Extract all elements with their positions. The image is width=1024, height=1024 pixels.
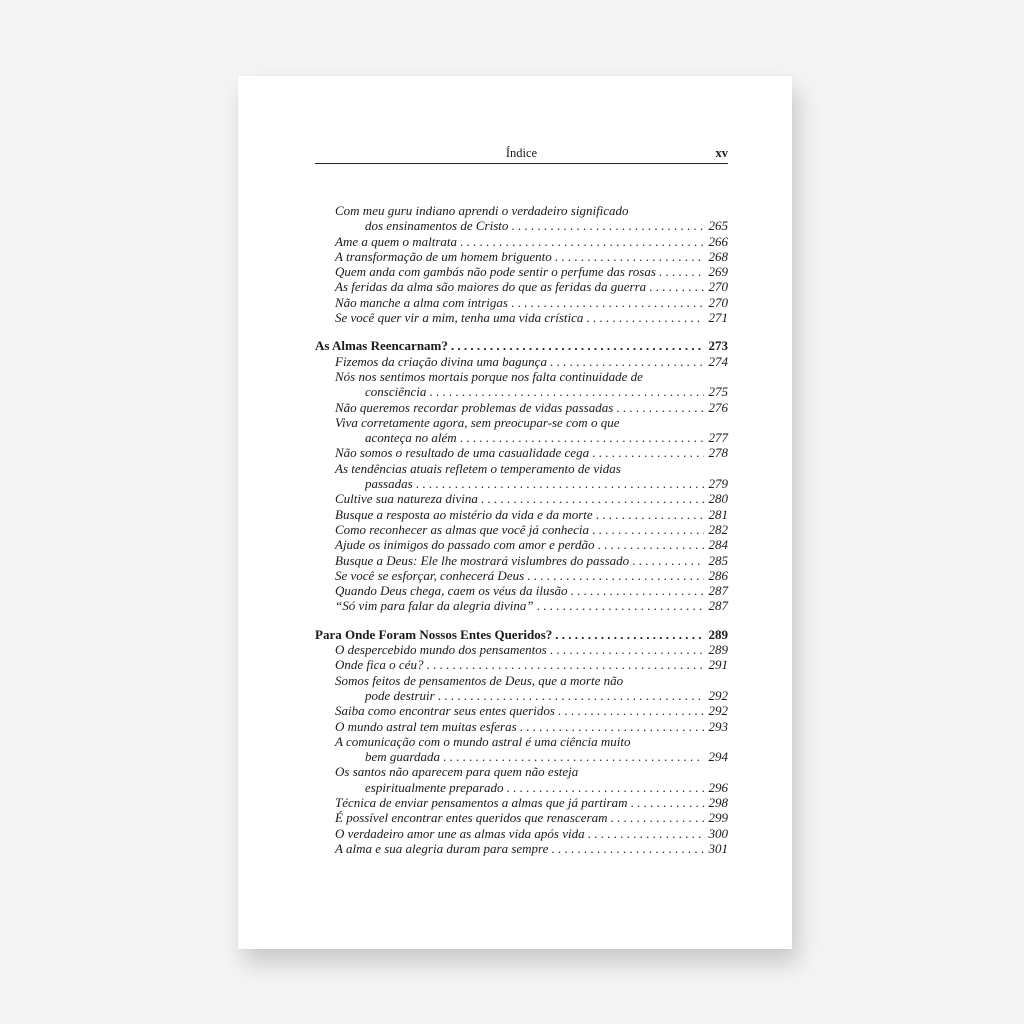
dot-leader: [646, 279, 704, 294]
toc-page-number: 296: [708, 779, 728, 795]
dot-leader: [589, 522, 704, 537]
toc-subentry: [315, 841, 728, 856]
toc-entry-title-line: Somos feitos de pensamentos de Deus, que a morte não: [335, 672, 624, 688]
toc-subentry: [315, 553, 728, 568]
dot-leader: [607, 810, 704, 825]
toc-subentry: [315, 673, 728, 704]
toc-page-number: 285: [708, 552, 728, 568]
toc-subentry: [315, 795, 728, 810]
toc-entry-title: pode destruir: [365, 687, 435, 703]
toc-entry-title: Técnica de enviar pensamentos a almas que já partiram: [335, 794, 628, 810]
toc-subentry: [315, 826, 728, 841]
toc-entry-title-line: Com meu guru indiano aprendi o verdadeiro significado: [335, 203, 629, 218]
dot-leader: [585, 826, 704, 841]
dot-leader: [534, 598, 704, 613]
toc-subentry: [315, 310, 728, 325]
toc-page-number: 271: [708, 310, 728, 326]
toc-page-number: 289: [708, 642, 728, 658]
toc-subentry: [315, 295, 728, 310]
toc-subentry: [315, 264, 728, 279]
dot-leader: [629, 553, 704, 568]
toc-entry-title: aconteça no além: [365, 430, 457, 446]
toc-subentry: [315, 491, 728, 506]
toc-subentry: [315, 234, 728, 249]
toc-subentry: [315, 598, 728, 613]
toc-page-number: 287: [708, 583, 728, 599]
toc-page-number: 292: [708, 687, 728, 703]
toc-subentry: [315, 279, 728, 294]
toc-entry-title: Ame a quem o maltrata: [335, 233, 458, 249]
dot-leader: [593, 507, 704, 522]
toc-subentry: [315, 249, 728, 264]
toc-subentry: [315, 354, 728, 369]
toc-page-number: 299: [708, 810, 728, 826]
toc-page-number: 269: [708, 264, 728, 280]
toc-entry-title: Se você quer vir a mim, tenha uma vida crística: [335, 310, 584, 326]
toc-page-number: 287: [708, 598, 728, 614]
dot-leader: [478, 491, 704, 506]
toc-page-number: 292: [708, 703, 728, 719]
toc-entry-title-line: Viva corretamente agora, sem preocupar-se com o que: [335, 414, 620, 430]
toc-entry-title: Não queremos recordar problemas de vidas passadas: [335, 399, 614, 415]
toc-entry-title: Saiba como encontrar seus entes queridos: [335, 703, 555, 719]
table-of-contents: [315, 203, 728, 856]
page-folio: xv: [715, 146, 728, 160]
toc-entry-title: O verdadeiro amor une as almas vida após vida: [335, 825, 585, 841]
toc-page-number: 270: [708, 279, 728, 295]
book-page: [238, 76, 792, 949]
toc-page-number: 294: [708, 749, 728, 765]
toc-page-number: 284: [708, 537, 728, 553]
toc-page-number: 286: [708, 567, 728, 583]
toc-page-number: 274: [708, 353, 728, 369]
toc-subentry: [315, 810, 728, 825]
toc-page-number: 300: [708, 825, 728, 841]
toc-page-number: 268: [708, 248, 728, 264]
dot-leader: [552, 249, 704, 264]
dot-leader: [589, 445, 704, 460]
dot-leader: [547, 642, 704, 657]
dot-leader: [555, 703, 704, 718]
toc-entry-title: Ajude os inimigos do passado com amor e perdão: [335, 537, 595, 553]
toc-subentry: [315, 719, 728, 734]
dot-leader: [440, 749, 704, 764]
toc-chapter-entry: [315, 338, 728, 353]
toc-subentry: [315, 657, 728, 672]
dot-leader: [583, 310, 704, 325]
toc-subentry: [315, 445, 728, 460]
toc-entry-title: Quem anda com gambás não pode sentir o perfume das rosas: [335, 264, 656, 280]
toc-page-number: 270: [708, 294, 728, 310]
toc-entry-title: passadas: [365, 476, 413, 492]
dot-leader: [508, 218, 704, 233]
toc-page-number: 293: [708, 718, 728, 734]
toc-subentry: [315, 734, 728, 765]
dot-leader: [656, 264, 704, 279]
dot-leader: [547, 354, 704, 369]
toc-page-number: 289: [708, 626, 728, 642]
dot-leader: [504, 780, 704, 795]
toc-entry-title-line: A comunicação com o mundo astral é uma ciência muito: [335, 733, 631, 749]
dot-leader: [517, 719, 704, 734]
dot-leader: [457, 234, 704, 249]
toc-entry-title-line: Nós nos sentimos mortais porque nos falta continuidade de: [335, 368, 643, 384]
toc-entry-title: Cultive sua natureza divina: [335, 491, 478, 507]
toc-subentry: [315, 400, 728, 415]
toc-entry-title: Não manche a alma com intrigas: [335, 294, 508, 310]
toc-page-number: 276: [708, 399, 728, 415]
toc-subentry: [315, 568, 728, 583]
dot-leader: [548, 841, 704, 856]
dot-leader: [613, 400, 704, 415]
toc-entry-title: O despercebido mundo dos pensamentos: [335, 642, 547, 658]
dot-leader: [457, 430, 704, 445]
toc-entry-title: Não somos o resultado de uma casualidade cega: [335, 445, 590, 461]
toc-subentry: [315, 461, 728, 492]
toc-entry-title: Se você se esforçar, conhecerá Deus: [335, 567, 525, 583]
toc-chapter-entry: [315, 627, 728, 642]
toc-page-number: 273: [708, 338, 728, 354]
toc-entry-title: consciência: [365, 384, 427, 400]
toc-subentry: [315, 537, 728, 552]
toc-page-number: 275: [708, 384, 728, 400]
toc-page-number: 265: [708, 218, 728, 234]
dot-leader: [627, 795, 704, 810]
toc-entry-title: bem guardada: [365, 749, 440, 765]
toc-page-number: 277: [708, 430, 728, 446]
dot-leader: [552, 627, 704, 642]
dot-leader: [413, 476, 704, 491]
dot-leader: [508, 295, 704, 310]
dot-leader: [524, 568, 704, 583]
toc-subentry: [315, 203, 728, 234]
toc-entry-title: Quando Deus chega, caem os véus da ilusão: [335, 583, 568, 599]
toc-entry-title: As Almas Reencarnam?: [315, 338, 448, 354]
toc-entry-title: É possível encontrar entes queridos que renasceram: [335, 810, 608, 826]
toc-page-number: 281: [708, 506, 728, 522]
toc-entry-title: As feridas da alma são maiores do que as feridas da guerra: [335, 279, 647, 295]
toc-page-number: 278: [708, 445, 728, 461]
running-head: [315, 144, 728, 164]
toc-page-number: 280: [708, 491, 728, 507]
toc-entry-title: Fizemos da criação divina uma bagunça: [335, 353, 547, 369]
toc-entry-title: “Só vim para falar da alegria divina”: [335, 598, 534, 614]
toc-subentry: [315, 764, 728, 795]
toc-entry-title-line: Os santos não aparecem para quem não esteja: [335, 764, 579, 780]
dot-leader: [423, 657, 704, 672]
toc-subentry: [315, 642, 728, 657]
toc-entry-title: Como reconhecer as almas que você já conhecia: [335, 521, 590, 537]
toc-page-number: 282: [708, 521, 728, 537]
toc-entry-title: Para Onde Foram Nossos Entes Queridos?: [315, 626, 553, 642]
toc-subentry: [315, 415, 728, 446]
toc-entry-title: Busque a resposta ao mistério da vida e da morte: [335, 506, 593, 522]
toc-page-number: 291: [708, 657, 728, 673]
dot-leader: [426, 384, 704, 399]
toc-subentry: [315, 369, 728, 400]
dot-leader: [435, 688, 704, 703]
toc-entry-title: espiritualmente preparado: [365, 779, 504, 795]
toc-entry-title: Busque a Deus: Ele lhe mostrará vislumbres do passado: [335, 552, 630, 568]
toc-subentry: [315, 703, 728, 718]
toc-subentry: [315, 507, 728, 522]
toc-page-number: 266: [708, 233, 728, 249]
toc-entry-title: dos ensinamentos de Cristo: [365, 218, 509, 234]
toc-page-number: 298: [708, 794, 728, 810]
toc-page-number: 279: [708, 476, 728, 492]
toc-subentry: [315, 583, 728, 598]
toc-entry-title: O mundo astral tem muitas esferas: [335, 718, 517, 734]
running-head-title: Índice: [505, 146, 538, 160]
toc-entry-title: A transformação de um homem briguento: [335, 248, 552, 264]
toc-entry-title: Onde fica o céu?: [335, 657, 424, 673]
toc-entry-title: A alma e sua alegria duram para sempre: [335, 840, 549, 856]
dot-leader: [448, 338, 704, 353]
toc-subentry: [315, 522, 728, 537]
dot-leader: [568, 583, 704, 598]
toc-entry-title-line: As tendências atuais refletem o temperamento de vidas: [335, 460, 621, 476]
toc-page-number: 301: [708, 840, 728, 856]
dot-leader: [595, 537, 704, 552]
